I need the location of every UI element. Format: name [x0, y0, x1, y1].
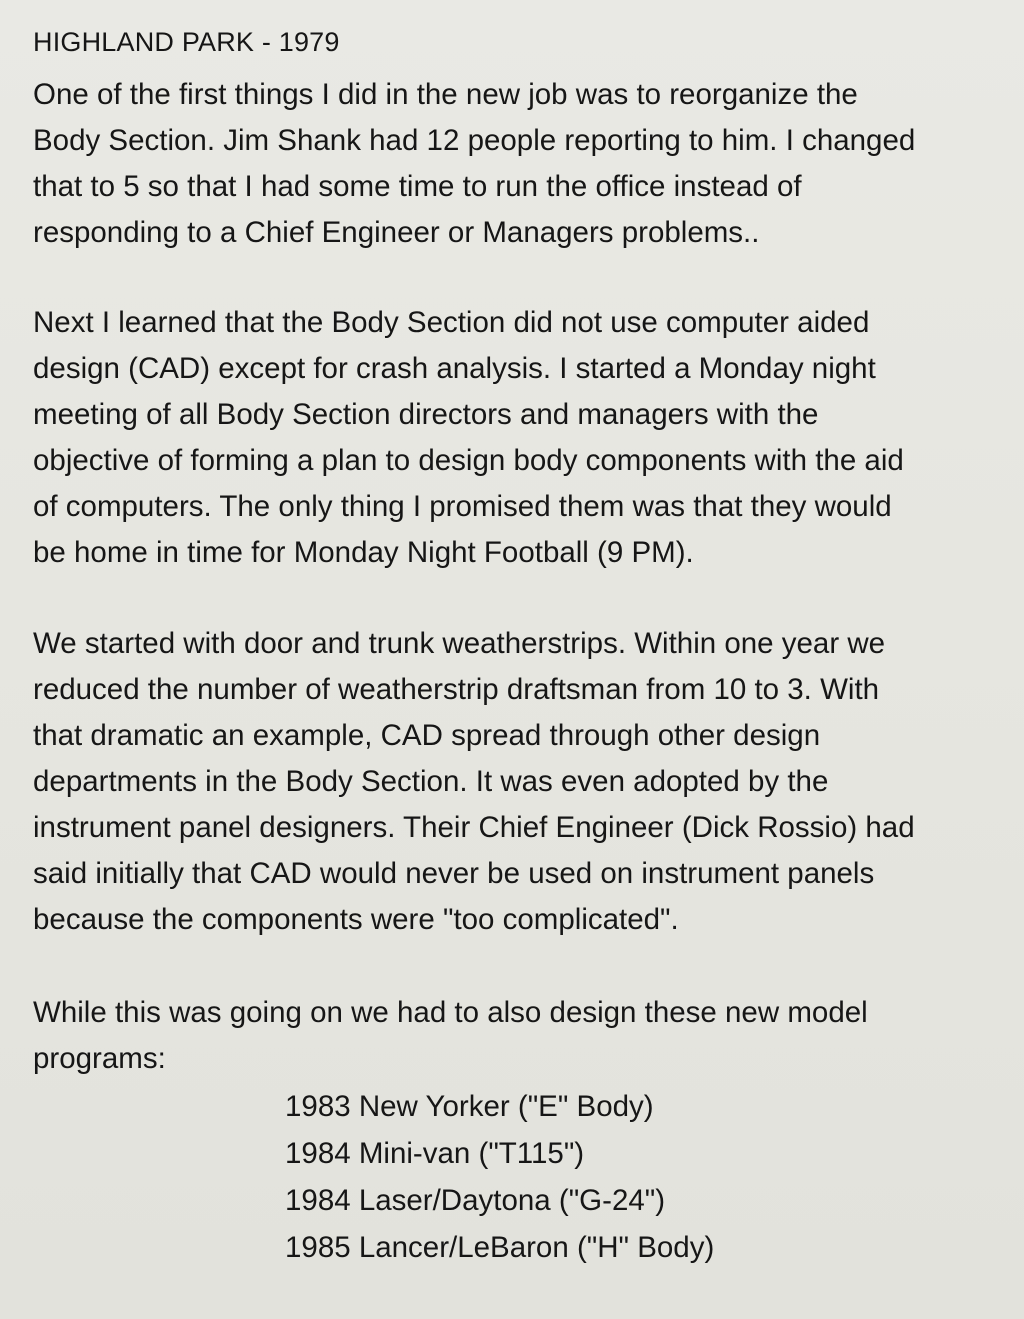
model-programs-list — [285, 1083, 714, 1271]
paragraph-model-programs — [33, 990, 993, 1082]
paragraph-line: departments in the Body Section. It was even adopted by the — [33, 765, 829, 798]
paragraph-line: We started with door and trunk weatherstrips. Within one year we — [33, 627, 886, 660]
list-item: 1984 Mini-van ("T115") — [285, 1137, 585, 1170]
paragraph-line: of computers. The only thing I promised them was that they would — [33, 490, 892, 523]
paragraph-line: programs: — [33, 1042, 166, 1075]
paragraph-line: Next I learned that the Body Section did not use computer aided — [33, 306, 870, 339]
paragraph-cad-meetings — [33, 300, 993, 576]
paragraph-line: that dramatic an example, CAD spread through other design — [33, 719, 821, 752]
list-item: 1984 Laser/Daytona ("G-24") — [285, 1184, 666, 1217]
paragraph-line: because the components were "too complicated". — [33, 903, 679, 936]
paragraph-line: instrument panel designers. Their Chief Engineer (Dick Rossio) had — [33, 811, 915, 844]
paragraph-line: meeting of all Body Section directors and managers with the — [33, 398, 819, 431]
paragraph-line: reduced the number of weatherstrip draftsman from 10 to 3. With — [33, 673, 880, 706]
document-title: HIGHLAND PARK - 1979 — [33, 27, 340, 57]
paragraph-reorganization — [33, 72, 993, 256]
paragraph-line: One of the first things I did in the new job was to reorganize the — [33, 78, 858, 111]
paragraph-line: that to 5 so that I had some time to run the office instead of — [33, 170, 802, 203]
paragraph-line: said initially that CAD would never be used on instrument panels — [33, 857, 875, 890]
paragraph-weatherstrips — [33, 621, 993, 943]
paragraph-line: objective of forming a plan to design body components with the aid — [33, 444, 904, 477]
paragraph-line: Body Section. Jim Shank had 12 people reporting to him. I changed — [33, 124, 916, 157]
paragraph-line: design (CAD) except for crash analysis. I started a Monday night — [33, 352, 876, 385]
list-item: 1985 Lancer/LeBaron ("H" Body) — [285, 1231, 715, 1264]
paragraph-line: While this was going on we had to also design these new model — [33, 996, 868, 1029]
list-item: 1983 New Yorker ("E" Body) — [285, 1090, 654, 1123]
paragraph-line: be home in time for Monday Night Football (9 PM). — [33, 536, 694, 569]
paragraph-line: responding to a Chief Engineer or Managers problems.. — [33, 216, 760, 249]
